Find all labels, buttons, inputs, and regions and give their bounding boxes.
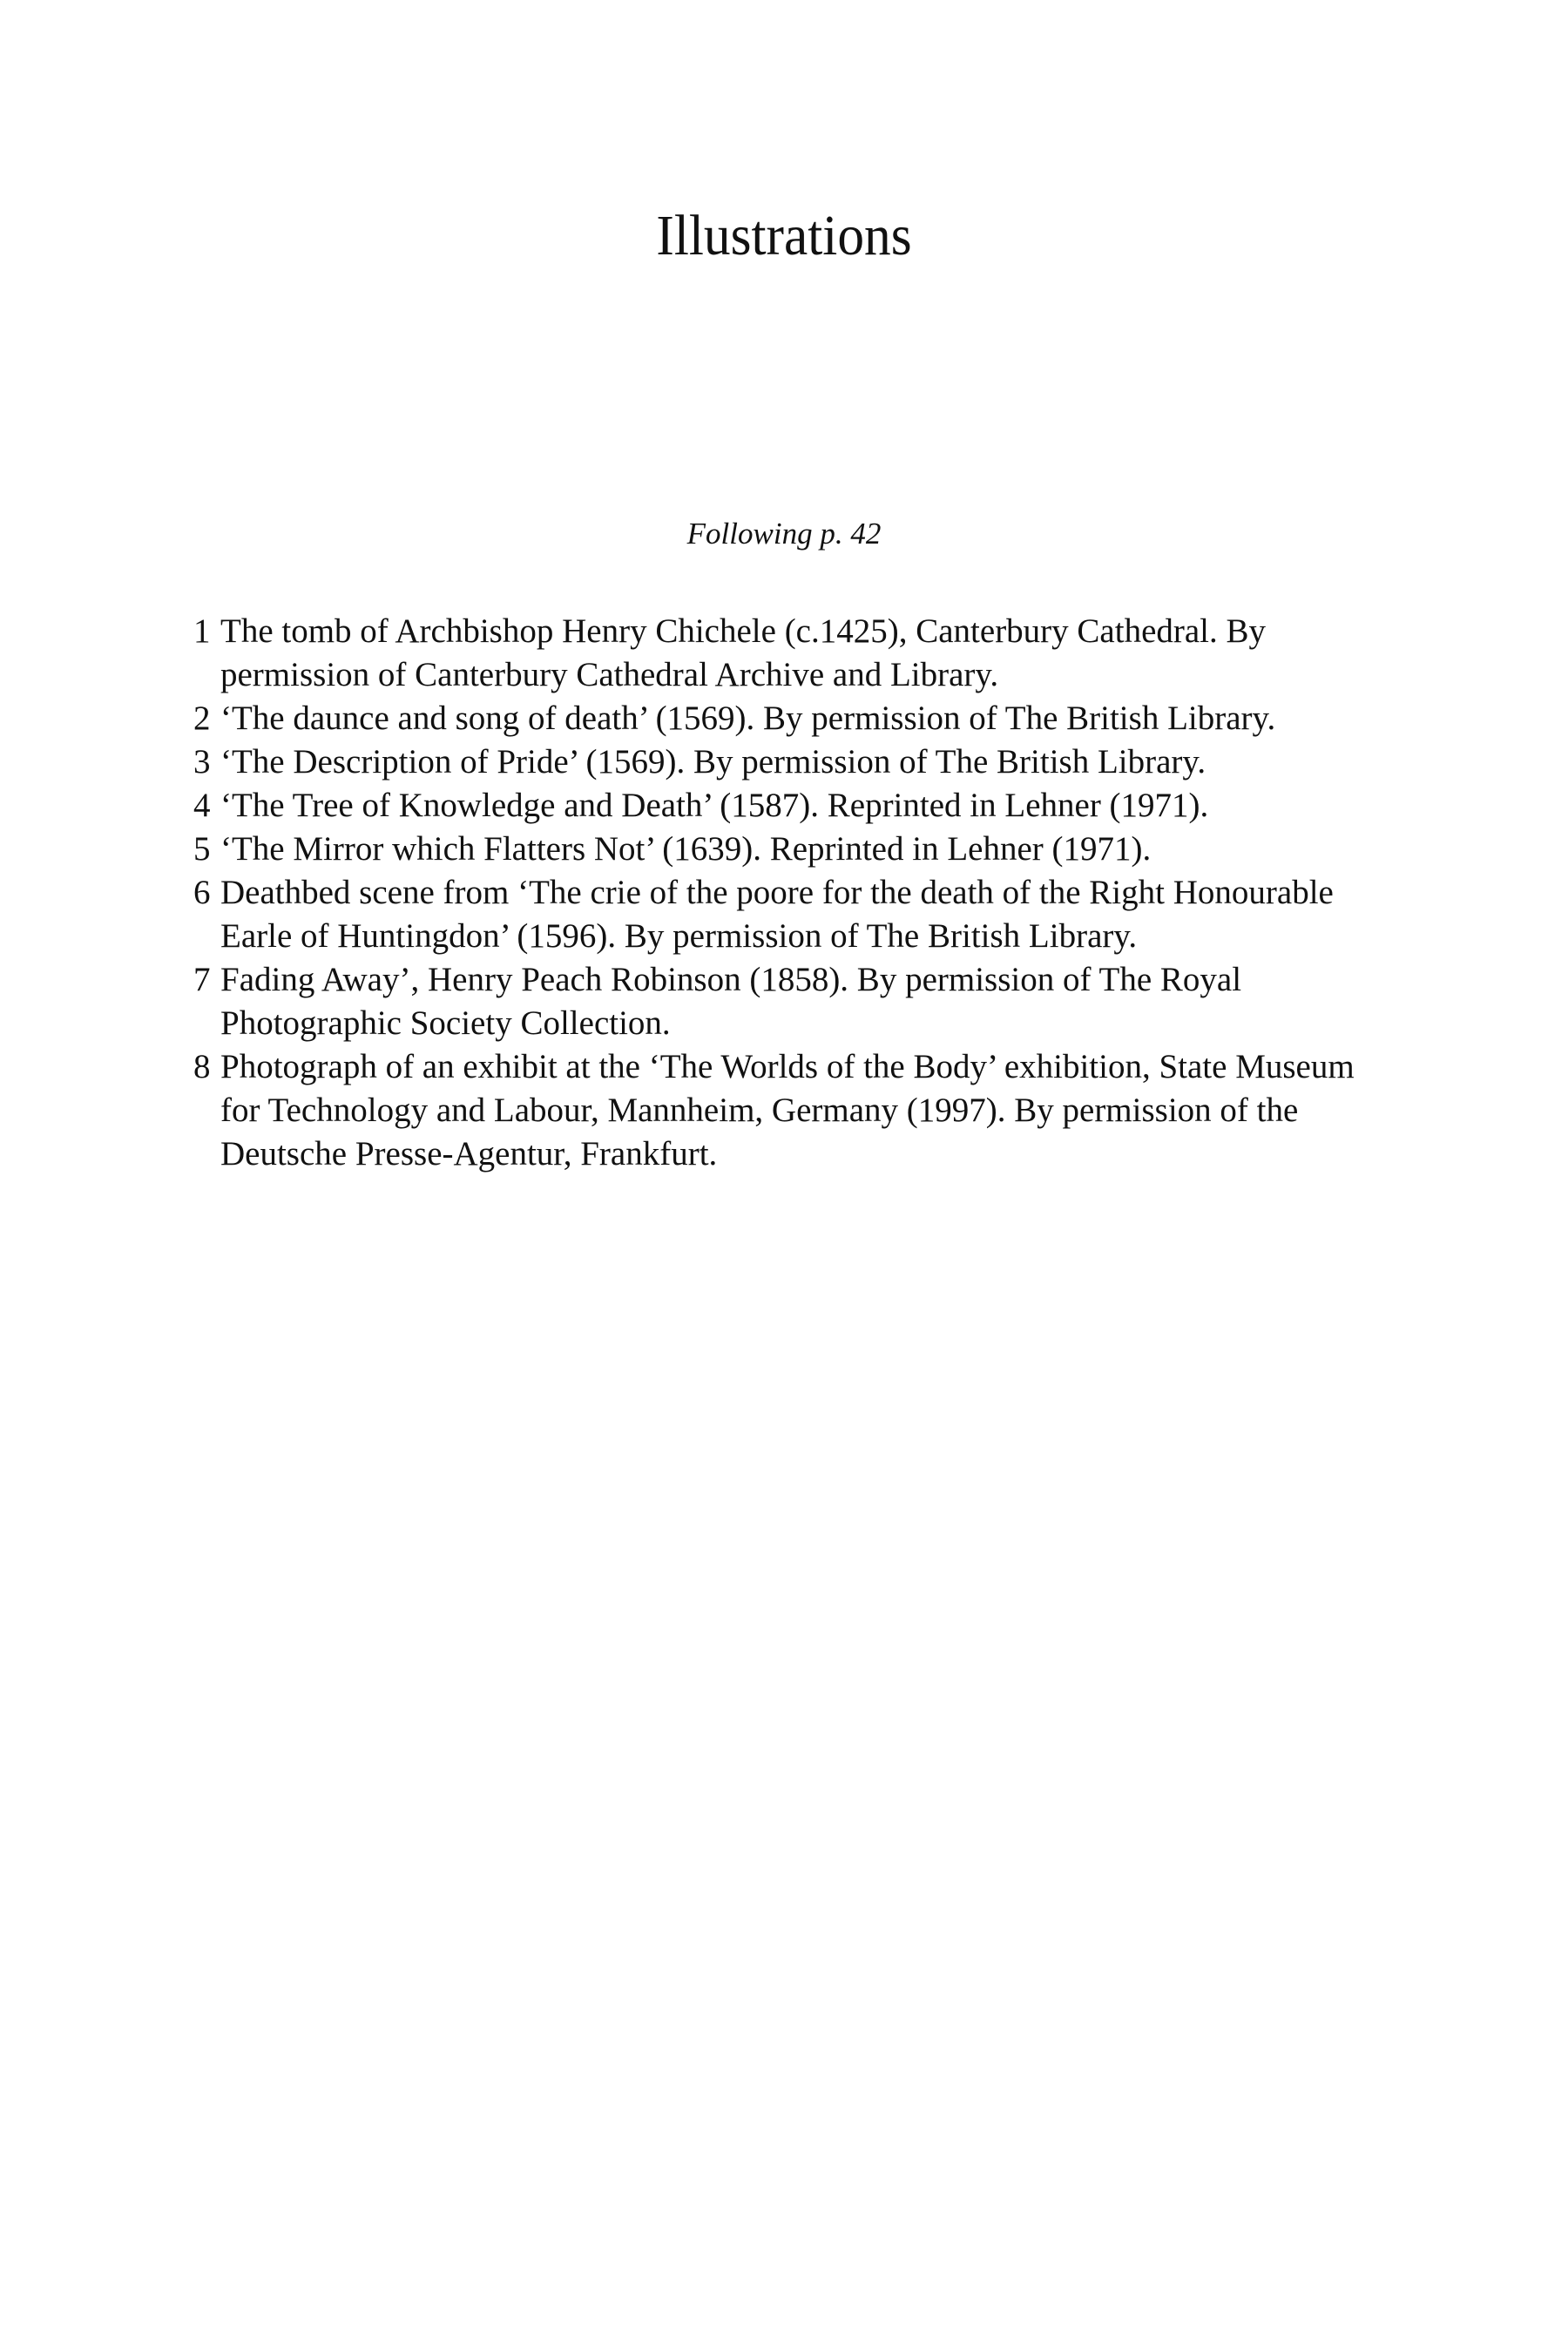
- item-text: ‘The daunce and song of death’ (1569). By permission of The British Library.: [220, 700, 1276, 737]
- item-number: 1: [193, 612, 211, 650]
- item-number: 8: [193, 1048, 211, 1085]
- item-text: ‘The Description of Pride’ (1569). By permission of The British Library.: [220, 743, 1206, 781]
- item-number: 5: [193, 830, 211, 868]
- item-number: 3: [193, 743, 211, 781]
- item-text: ‘The Tree of Knowledge and Death’ (1587). Reprinted in Lehner (1971).: [220, 787, 1209, 824]
- item-text: Photograph of an exhibit at the ‘The Worlds of the Body’ exhibition, State Museum for Technology and Labour, Mannheim, Germany (1997). By permission of the Deutsche Presse-Agentur, Frankfurt.: [220, 1048, 1355, 1173]
- illustration-list: [193, 610, 1396, 1176]
- item-text: Fading Away’, Henry Peach Robinson (1858). By permission of The Royal Photographic Society Collection.: [220, 961, 1242, 1042]
- item-number: 7: [193, 961, 211, 998]
- list-item: [193, 958, 1396, 1045]
- list-item: [193, 697, 1396, 740]
- item-number: 6: [193, 874, 211, 911]
- list-item: [193, 871, 1396, 958]
- list-item: [193, 784, 1396, 828]
- section-label: Following p. 42: [686, 517, 882, 551]
- list-item: [193, 740, 1396, 784]
- item-number: 2: [193, 700, 211, 737]
- item-text: ‘The Mirror which Flatters Not’ (1639). Reprinted in Lehner (1971).: [220, 830, 1152, 868]
- list-item: [193, 610, 1396, 697]
- item-number: 4: [193, 787, 211, 824]
- page-title: Illustrations: [656, 204, 912, 267]
- list-item: [193, 828, 1396, 871]
- item-text: The tomb of Archbishop Henry Chichele (c.1425), Canterbury Cathedral. By permission of Canterbury Cathedral Archive and Library.: [220, 612, 1267, 693]
- item-text: Deathbed scene from ‘The crie of the poore for the death of the Right Honourable Earle of Huntingdon’ (1596). By permission of The British Library.: [220, 874, 1334, 955]
- list-item: [193, 1045, 1396, 1176]
